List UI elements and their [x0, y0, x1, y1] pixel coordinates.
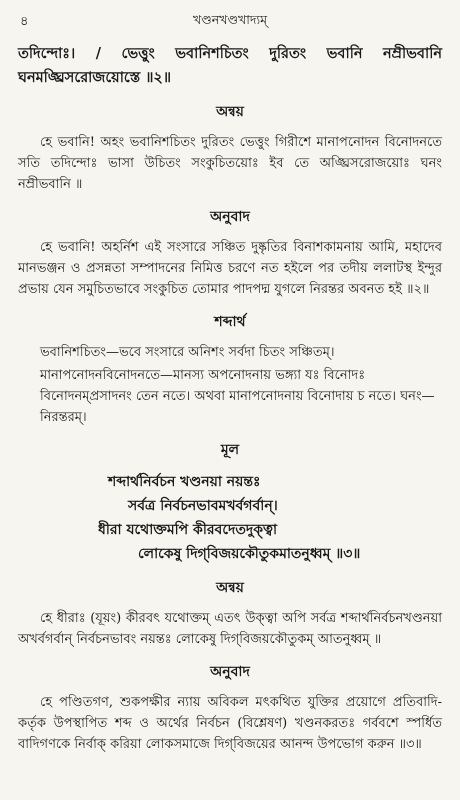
verse-line: ধীরা যথোক্তমপি কীরবদেতদুক্ত্বা [98, 522, 278, 538]
gloss-item: মানাপনোদনবিনোদনতে—মানস্য অপনোদনায় ভঙ্গ্যা যঃ বিনোদঃ বিনোদনম্‌প্রসাদনং তেন নতে। অথবা মানাপনোদনায় বিনোদায় চ নতে। ঘনং—নিরন্তরম্। [40, 368, 435, 425]
anuvada-heading: অনুবাদ [210, 209, 250, 225]
anvaya-heading: অন্বয় [216, 104, 244, 120]
anuvada-heading: অনুবাদ [210, 664, 250, 680]
running-header [18, 10, 442, 32]
verse-line: সর্বত্র নির্বচনভাবমখর্বগর্বান্। [128, 498, 278, 514]
book-title: খণ্ডনখণ্ডখাদ্যম্ [192, 12, 268, 27]
verse-2-text: তদিন্দোঃ। / ভেত্তুং ভবানিশচিতং দুরিতং ভবানি নম্রীভবানি ঘনমঙ্ঘ্রিসরোজয়োস্তে ॥২॥ [18, 45, 442, 86]
anvaya-heading: অন্বয় [216, 580, 244, 596]
mula-heading: মূল [220, 442, 240, 458]
anuvada-text: হে পণ্ডিতগণ, শুকপক্ষীর ন্যায় অবিকল মৎকথিত যুক্তির প্রয়োগে প্রতিবাদি-কর্তৃক উপস্থাপিত শব্দ ও অর্থের নির্বচন (বিশ্লেষণ) খণ্ডনকরতঃ গর্ববশে স্পর্ধিত বাদিগণকে নির্বাক্ করিয়া লোকসমাজে দিগ্‌বিজয়ের আনন্দ উপভোগ করুন ॥৩॥ [18, 695, 442, 752]
page-number: ৪ [20, 14, 29, 29]
anvaya-text: হে ধীরাঃ (যূয়ং) কীরবৎ যথোক্তম্ এতৎ উক্ত্বা অপি সর্বত্র শব্দার্থনির্বচনখণ্ডনয়া অখর্বগর্বান্ নির্বচনভাবং নয়ন্তঃ লোকেষু দিগ্‌বিজয়কৌতুকম্ আতনুধ্বম্ ॥ [18, 611, 442, 647]
gloss-item: ভবানিশচিতং—ভবে সংসারে অনিশং সর্বদা চিতং সঞ্চিতম্। [40, 345, 335, 360]
anvaya-text: হে ভবানি! অহং ভবানিশচিতং দুরিতং ভেত্তুং গিরীশে মানাপনোদন বিনোদনতে সতি তদিন্দোঃ ভাসা উচিতং সংকুচিতয়োঃ ইব তে অঙ্ঘ্রিসরোজয়োঃ ঘনং নম্রীভবানি ॥ [18, 135, 442, 192]
shabdartha-heading: শব্দার্থ [214, 314, 246, 330]
anuvada-text: হে ভবানি! অহর্নিশ এই সংসারে সঞ্চিত দুষ্কৃতির বিনাশকামনায় আমি, মহাদেব মানভঞ্জন ও প্রসন্নতা সম্পাদনের নিমিত্ত চরণে নত হইলে পর তদীয় ললাটস্থ ইন্দুর প্রভায় যেন সমুচিতভাবে সংকুচিত তোমার পাদপদ্ম যুগলে নিরন্তর অবনত হই ॥২॥ [18, 240, 442, 297]
verse-line: শব্দার্থনির্বচন খণ্ডনয়া নয়ন্তঃ [108, 474, 261, 490]
verse-3-block [18, 470, 442, 566]
verse-line: লোকেষু দিগ্‌বিজয়কৌতুকমাতনুধ্বম্ ॥৩॥ [138, 546, 361, 562]
